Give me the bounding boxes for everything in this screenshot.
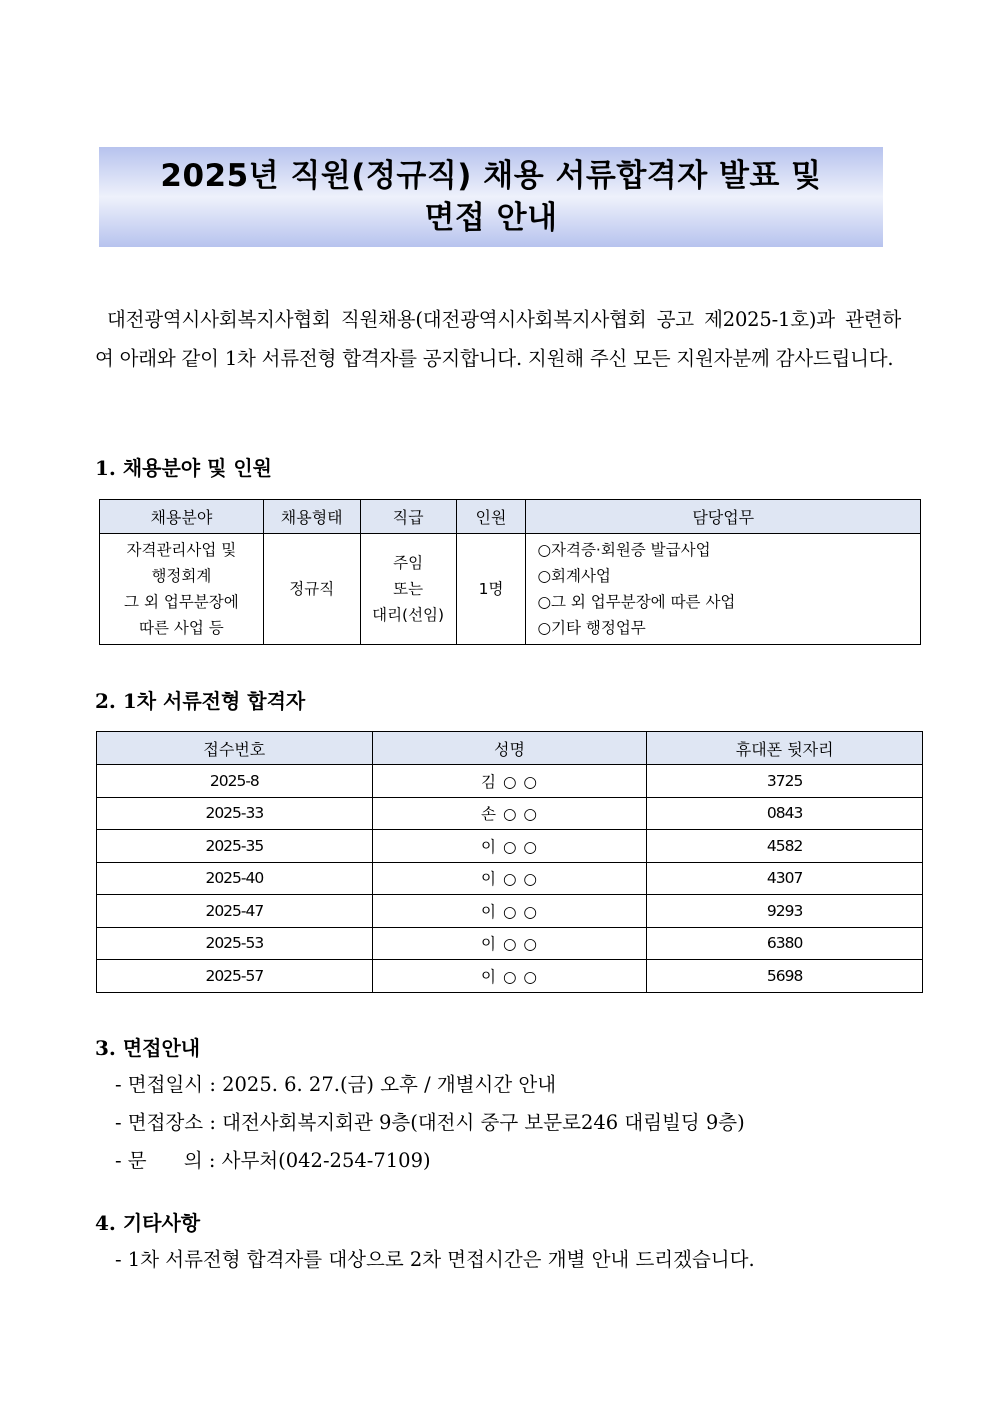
interview-info-list [115,1066,745,1180]
table-row [97,797,923,830]
applicant-name: 이 ○ ○ [372,895,647,928]
table-row [97,960,923,993]
applicants-table-header [97,732,923,765]
applicant-name: 이 ○ ○ [372,862,647,895]
phone-digits: 0843 [647,797,923,830]
field-line: 따른 사업 등 [139,619,224,637]
section3-heading: 3. 면접안내 [95,1036,201,1060]
section4-heading: 4. 기타사항 [95,1211,201,1235]
header-receipt-number: 접수번호 [97,732,373,765]
receipt-number: 2025-35 [97,830,373,863]
duties-cell [526,534,921,645]
receipt-number: 2025-40 [97,862,373,895]
applicant-name: 손 ○ ○ [372,797,647,830]
other-info-item: - 1차 서류전형 합격자를 대상으로 2차 면접시간은 개별 안내 드리겠습니다. [115,1248,755,1271]
header-grade: 직급 [360,500,456,534]
applicant-name: 이 ○ ○ [372,830,647,863]
receipt-number: 2025-53 [97,927,373,960]
interview-contact-item: - 문 의 : 사무처(042-254-7109) [115,1149,431,1172]
header-count: 인원 [456,500,526,534]
field-line: 자격관리사업 및 [126,541,237,559]
interview-date-item: - 면접일시 : 2025. 6. 27.(금) 오후 / 개별시간 안내 [115,1073,557,1096]
recruitment-row [100,534,921,645]
receipt-number: 2025-47 [97,895,373,928]
type-cell: 정규직 [263,534,360,645]
title-banner [99,147,883,247]
other-info-list [115,1241,755,1279]
field-line: 그 외 업무분장에 [124,593,239,611]
table-row [97,765,923,798]
header-duties: 담당업무 [526,500,921,534]
phone-digits: 4307 [647,862,923,895]
section2-heading: 2. 1차 서류전형 합격자 [95,689,306,713]
field-line: 행정회계 [151,567,212,585]
duty-item: ○회계사업 [537,567,611,585]
phone-digits: 4582 [647,830,923,863]
recruitment-table [99,499,921,645]
recruitment-table-header [100,500,921,534]
page-title-line-2: 면접 안내 [424,200,558,236]
header-name: 성명 [372,732,647,765]
count-cell: 1명 [456,534,526,645]
phone-digits: 5698 [647,960,923,993]
receipt-number: 2025-33 [97,797,373,830]
duty-item: ○그 외 업무분장에 따른 사업 [537,593,736,611]
receipt-number: 2025-8 [97,765,373,798]
grade-line: 주임 [393,554,424,572]
phone-digits: 3725 [647,765,923,798]
field-cell [100,534,264,645]
receipt-number: 2025-57 [97,960,373,993]
applicants-table [96,731,923,993]
table-row [97,862,923,895]
duty-item: ○자격증·회원증 발급사업 [537,541,711,559]
section1-heading: 1. 채용분야 및 인원 [95,456,273,480]
table-row [97,830,923,863]
header-phone-last-digits: 휴대폰 뒷자리 [647,732,923,765]
phone-digits: 6380 [647,927,923,960]
grade-cell [360,534,456,645]
grade-line: 또는 [393,580,424,598]
header-field: 채용분야 [100,500,264,534]
table-row [97,895,923,928]
phone-digits: 9293 [647,895,923,928]
applicant-name: 이 ○ ○ [372,927,647,960]
intro-paragraph: 대전광역시사회복지사협회 직원채용(대전광역시사회복지사협회 공고 제2025-1호)과 관련하여 아래와 같이 1차 서류전형 합격자를 공지합니다. 지원해 주신 모든 지원자분께 감사드립니다. [95,308,901,370]
applicant-name: 이 ○ ○ [372,960,647,993]
grade-line: 대리(선임) [372,606,445,624]
header-type: 채용형태 [263,500,360,534]
applicant-name: 김 ○ ○ [372,765,647,798]
interview-place-item: - 면접장소 : 대전사회복지회관 9층(대전시 중구 보문로246 대림빌딩 9층) [115,1111,745,1134]
page-title-line-1: 2025년 직원(정규직) 채용 서류합격자 발표 및 [160,158,822,194]
table-row [97,927,923,960]
duty-item: ○기타 행정업무 [537,619,646,637]
